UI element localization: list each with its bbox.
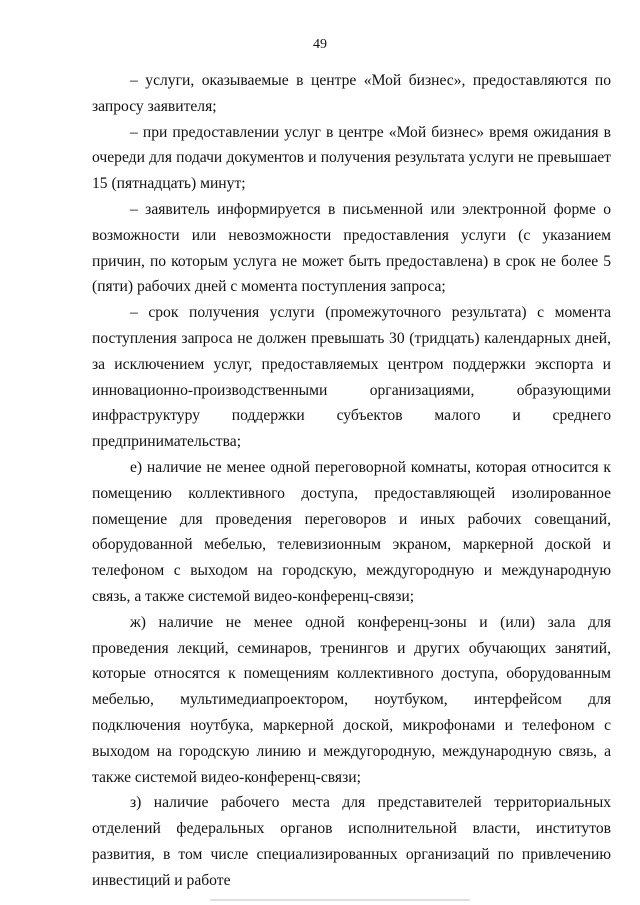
paragraph-waiting-time: – при предоставлении услуг в центре «Мой бизнес» время ожидания в очереди для подачи документов и получения результата услуги не превышает 15 (пятнадцать) минут; — [92, 123, 611, 193]
document-body — [92, 68, 611, 894]
paragraph-services-on-request: – услуги, оказываемые в центре «Мой бизнес», предоставляются по запросу заявителя; — [92, 72, 611, 115]
paragraph-applicant-informed: – заявитель информируется в письменной или электронной форме о возможности или невозможности предоставления услуги (с указанием причин, по которым услуга не может быть предоставлена) в срок не более 5 (пяти) рабочих дней с момента поступления запроса; — [92, 200, 611, 296]
paragraph-meeting-room: е) наличие не менее одной переговорной комнаты, которая относится к помещению коллективного доступа, предоставляющей изолированное помещение для проведения переговоров и иных рабочих совещаний, оборудованной мебелью, телевизионным экраном, маркерной доской и телефоном с выходом на городскую, междугородную и международную связь, а также системой видео-конференц-связи; — [92, 458, 611, 605]
paragraph-conference-zone: ж) наличие не менее одной конференц-зоны и (или) зала для проведения лекций, семинаров, тренингов и других обучающих занятий, которые относятся к помещениям коллективного доступа, оборудованным мебелью, мультимедиапроектором, ноутбуком, интерфейсом для подключения ноутбука, маркерной доской, микрофонами и телефоном с выходом на городскую линию и междугородную, международную связь, а также системой видео-конференц-связи; — [92, 613, 611, 786]
page-number: 49 — [313, 37, 327, 52]
scan-edge-divider — [210, 899, 470, 901]
paragraph-workplace-representatives: з) наличие рабочего места для представителей территориальных отделений федеральных органов исполнительной власти, институтов развития, в том числе специализированных организаций по привлечению инвестиций и работе — [92, 794, 611, 889]
paragraph-service-deadline: – срок получения услуги (промежуточного результата) с момента поступления запроса не должен превышать 30 (тридцать) календарных дней, за исключением услуг, предоставляемых центром поддержки экспорта и инновационно-производственными организациями, образующими инфраструктуру поддержки субъектов малого и среднего предпринимательства; — [92, 304, 611, 451]
